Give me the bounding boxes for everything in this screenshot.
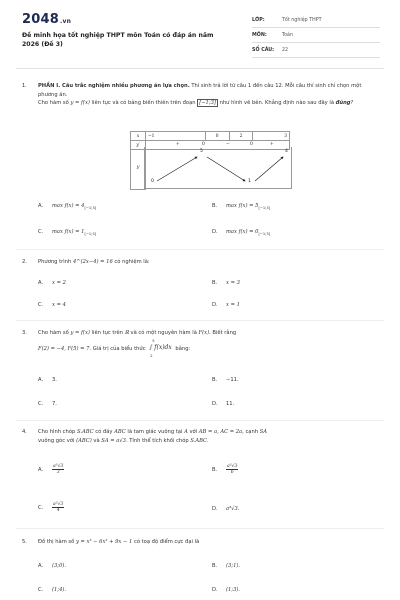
variation-arrows	[145, 147, 291, 188]
table-x-value: 3	[253, 132, 290, 141]
question-divider	[16, 420, 384, 421]
option-d[interactable]: D. (1;3).	[212, 587, 241, 593]
sign: 0	[250, 142, 253, 147]
stem-text: có toạ độ điểm cực đại là	[132, 539, 200, 545]
table-yprime-label: y′	[131, 141, 146, 150]
option-a[interactable]: A. $\max f(x) = 4_{[-1;3]}$	[38, 203, 97, 211]
option-c[interactable]: C. (1;4).	[38, 587, 67, 593]
stem-emphasis: đúng	[335, 100, 351, 107]
question-3: 3. Cho hàm số y = f(x) liên tục trên ℝ và có một nguyên hàm là F(x). Biết rằng F(2) = −4, F(5) = 7. Giá trị của biểu thức 5 ∫ f(x)dx 2 bằng:	[22, 330, 237, 358]
site-logo[interactable]: 2048.vn	[22, 12, 72, 27]
table-y-value: 5	[200, 149, 203, 154]
stem-text: Đồ thị hàm số	[38, 539, 76, 545]
stem-text: ?	[350, 100, 354, 107]
table-y-value: 0	[151, 179, 154, 184]
meta-value: Toán	[282, 32, 294, 38]
exam-meta	[252, 13, 380, 58]
math-expr: [−1;3]	[199, 100, 216, 107]
sign: +	[176, 142, 180, 147]
math-expr: y = x³ − 6x² + 9x − 1	[75, 539, 133, 545]
meta-row-class	[252, 13, 380, 28]
meta-key: MÔN:	[252, 32, 267, 38]
meta-value: Tốt nghiệp THPT	[282, 17, 322, 23]
option-a[interactable]: A. x = 2	[38, 280, 66, 286]
option-b[interactable]: B. x = 3	[212, 280, 240, 286]
table-x-value: −1	[146, 132, 206, 141]
stem-text: Cho hàm số	[38, 100, 71, 107]
question-number: 2.	[22, 259, 27, 265]
table-y-label: y	[130, 147, 146, 190]
option-b[interactable]: B. −11.	[212, 377, 239, 383]
meta-key: SỐ CÂU:	[252, 47, 275, 53]
question-divider	[16, 249, 384, 250]
question-intro: Thí sinh trả lời từ câu 1 đến câu 12. Mỗi câu thí sinh chỉ chọn một phương án.	[38, 83, 362, 98]
integral-expr: 5 ∫ f(x)dx 2	[149, 338, 172, 358]
question-5	[22, 538, 382, 547]
meta-value: 22	[282, 47, 289, 53]
option-d[interactable]: D. x = 1	[212, 302, 240, 308]
question-divider	[16, 528, 384, 529]
option-b[interactable]: B. (3;1).	[212, 563, 241, 569]
option-a[interactable]: A. (3;0).	[38, 563, 67, 569]
math-expr: y = f(x)	[70, 100, 90, 107]
option-d[interactable]: D. a³√3.	[212, 506, 240, 512]
stem-text: liên tục và có bảng biến thiên trên đoạn	[89, 100, 198, 107]
sign: +	[270, 142, 274, 147]
question-1	[22, 82, 382, 108]
option-a[interactable]: A. 3.	[38, 377, 57, 383]
meta-key: LỚP:	[252, 17, 265, 23]
question-2	[22, 258, 382, 267]
table-y-row	[144, 147, 292, 189]
table-y-value: 1	[248, 179, 251, 184]
page-title: Đề minh họa tốt nghiệp THPT môn Toán có đáp án năm 2026 (Đề 3)	[22, 32, 214, 48]
stem-text: Phương trình	[38, 259, 73, 265]
header-divider	[16, 68, 384, 69]
question-number: 3.	[22, 330, 27, 336]
option-c[interactable]: C. $\frac{\text{a³√3}}{4}$	[38, 502, 64, 513]
question-divider	[16, 320, 384, 321]
table-x-value: 2	[229, 132, 253, 141]
table-y-value: 4	[285, 149, 288, 154]
stem-text: có nghiệm là:	[112, 259, 150, 265]
option-d[interactable]: D. $\max f(x) = 0_{[-1;3]}$	[212, 229, 271, 237]
table-x-value: 0	[205, 132, 229, 141]
option-c[interactable]: C. $\max f(x) = 1_{[-1;3]}$	[38, 229, 97, 237]
question-number: 1.	[22, 83, 27, 89]
question-number: 5.	[22, 539, 27, 545]
question-part-heading: PHẦN I. Câu trắc nghiệm nhiều phương án lựa chọn.	[38, 83, 190, 89]
sign: −	[226, 142, 230, 147]
option-b[interactable]: B. $\max f(x) = 5_{[-1;3]}$	[212, 203, 271, 211]
meta-row-count	[252, 43, 380, 58]
option-b[interactable]: B. $\frac{\text{a³√3}}{6}$	[212, 464, 238, 475]
table-x-label: x	[131, 132, 146, 141]
option-c[interactable]: C. x = 4	[38, 302, 66, 308]
option-d[interactable]: D. 11.	[212, 401, 235, 407]
meta-row-subject	[252, 28, 380, 43]
option-a[interactable]: A. $\frac{\text{a³√3}}{3}$	[38, 464, 64, 475]
question-number: 4.	[22, 429, 27, 435]
stem-text: như hình vẽ bên. Khẳng định nào sau đây là	[217, 100, 336, 107]
option-c[interactable]: C. 7.	[38, 401, 57, 407]
math-expr: 4^(2x−4) = 16	[72, 259, 113, 265]
question-4: 4. Cho hình chóp S.ABC có đáy ABC là tam giác vuông tại A với AB = a, AC = 2a, cạnh SA vuông góc với (ABC) và SA = a√3. Tính thể tích khối chóp S.ABC.	[22, 429, 268, 444]
sign: 0	[202, 142, 205, 147]
